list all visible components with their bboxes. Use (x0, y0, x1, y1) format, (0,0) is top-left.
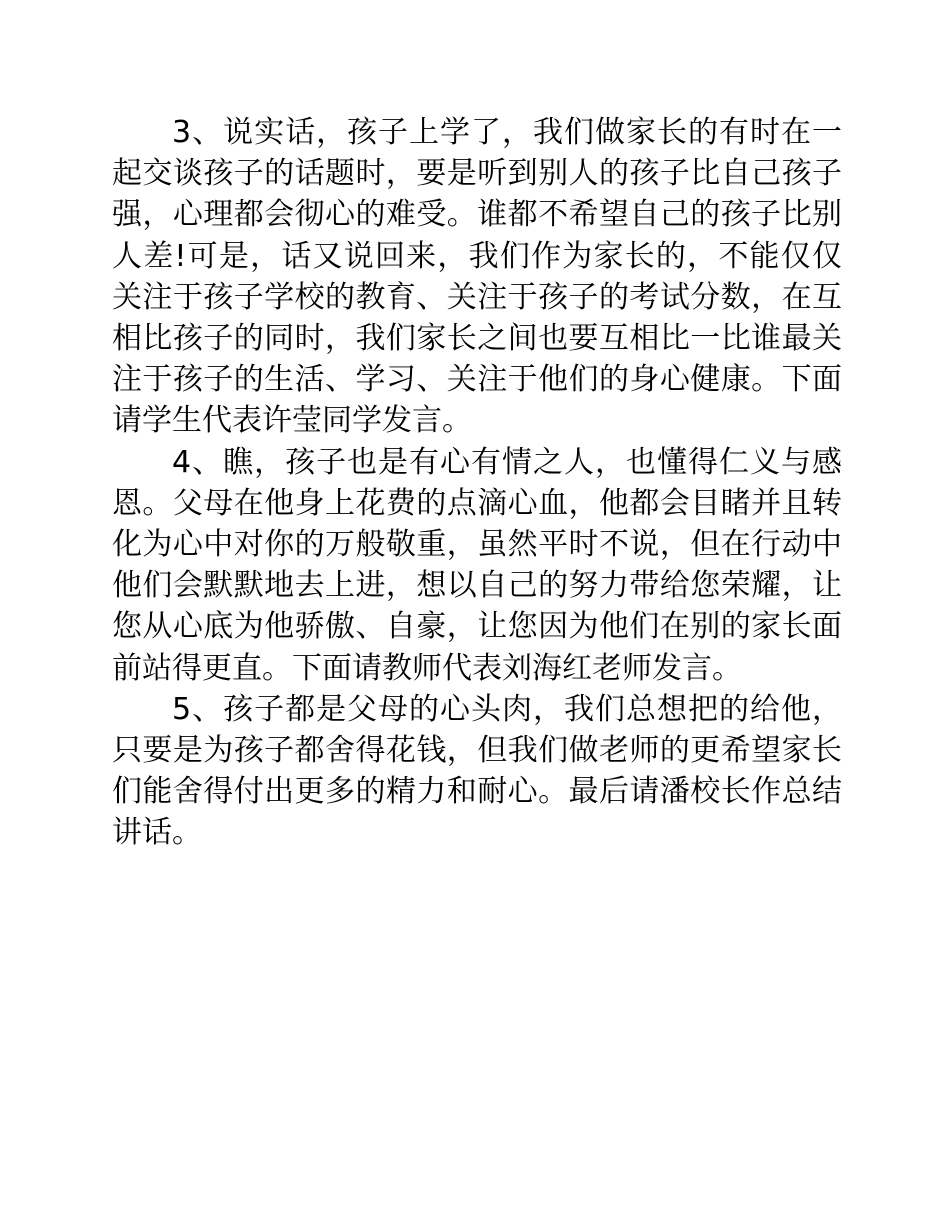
paragraph-3: 3、说实话，孩子上学了，我们做家长的有时在一起交谈孩子的话题时，要是听到别人的孩子比自己孩子强，心理都会彻心的难受。谁都不希望自己的孩子比别人差!可是，话又说回来，我们作为家长的，不能仅仅关注于孩子学校的教育、关注于孩子的考试分数，在互相比孩子的同时，我们家长之间也要互相比一比谁最关注于孩子的生活、学习、关注于他们的身心健康。下面请学生代表许莹同学发言。 (112, 115, 842, 439)
paragraph-5: 5、孩子都是父母的心头肉，我们总想把的给他，只要是为孩子都舍得花钱，但我们做老师的更希望家长们能舍得付出更多的精力和耐心。最后请潘校长作总结讲话。 (112, 691, 842, 851)
document-page (112, 112, 842, 854)
paragraph-4: 4、瞧，孩子也是有心有情之人，也懂得仁义与感恩。父母在他身上花费的点滴心血，他都会目睹并且转化为心中对你的万般敬重，虽然平时不说，但在行动中他们会默默地去上进，想以自己的努力带给您荣耀，让您从心底为他骄傲、自豪，让您因为他们在别的家长面前站得更直。下面请教师代表刘海红老师发言。 (112, 444, 842, 686)
